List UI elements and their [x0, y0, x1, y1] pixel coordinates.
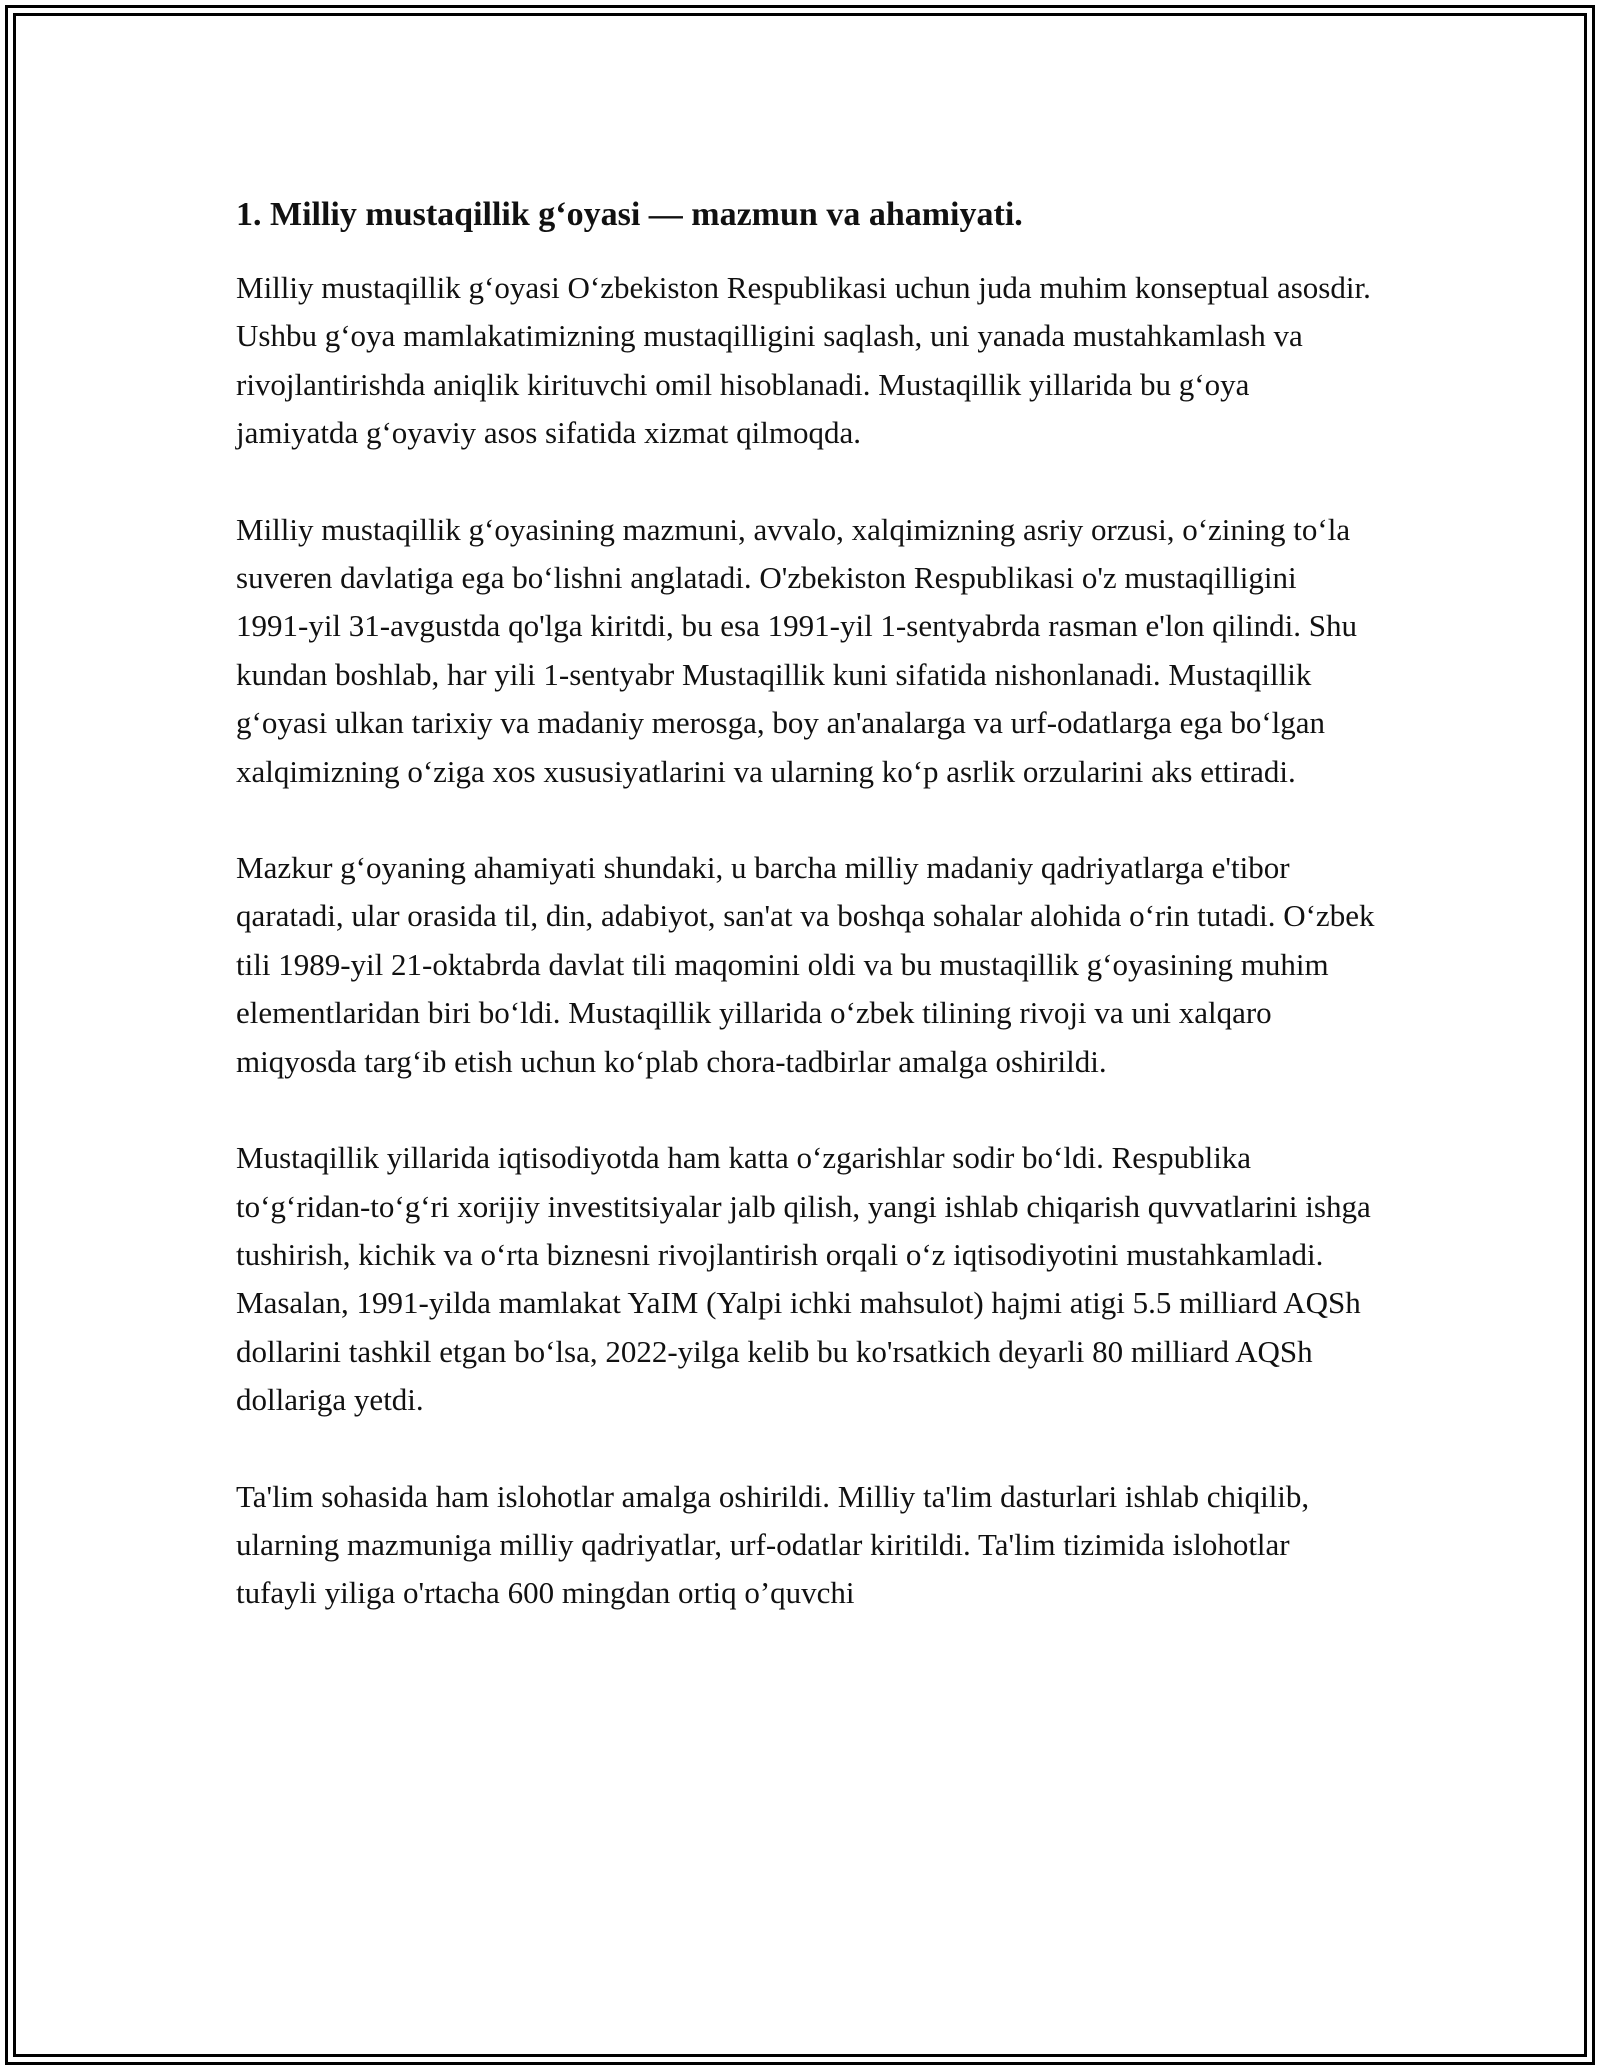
document-body [236, 188, 1376, 1618]
paragraph-5: Ta'lim sohasida ham islohotlar amalga oshirildi. Milliy ta'lim dasturlari ishlab chiqilib, ularning mazmuniga milliy qadriyatlar, urf-odatlar kiritildi. Ta'lim tizimida islohotlar tufayli yiliga o'rtacha 600 mingdan ortiq o’quvchi [236, 1478, 1310, 1611]
paragraph-1: Milliy mustaqillik g‘oyasi O‘zbekiston Respublikasi uchun juda muhim konseptual asosdir. Ushbu g‘oya mamlakatimizning mustaqilligini saqlash, uni yanada mustahkamlash va rivojlantirishda aniqlik kirituvchi omil hisoblanadi. Mustaqillik yillarida bu g‘oya jamiyatda g‘oyaviy asos sifatida xizmat qilmoqda. [236, 270, 1371, 451]
paragraph-4: Mustaqillik yillarida iqtisodiyotda ham katta o‘zgarishlar sodir bo‘ldi. Respublika to‘g‘ridan-to‘g‘ri xorijiy investitsiyalar jalb qilish, yangi ishlab chiqarish quvvatlarini ishga tushirish, kichik va o‘rta biznesni rivojlantirish orqali o‘z iqtisodiyotini mustahkamladi. Masalan, 1991-yilda mamlakat YaIM (Yalpi ichki mahsulot) hajmi atigi 5.5 milliard AQSh dollarini tashkil etgan bo‘lsa, 2022-yilga kelib bu ko'rsatkich deyarli 80 milliard AQSh dollariga yetdi. [236, 1140, 1371, 1418]
paragraph-2: Milliy mustaqillik g‘oyasining mazmuni, avvalo, xalqimizning asriy orzusi, o‘zining to‘la suveren davlatiga ega bo‘lishni anglatadi. O'zbekiston Respublikasi o'z mustaqilligini 1991-yil 31-avgustda qo'lga kiritdi, bu esa 1991-yil 1-sentyabrda rasman e'lon qilindi. Shu kundan boshlab, har yili 1-sentyabr Mustaqillik kuni sifatida nishonlanadi. Mustaqillik g‘oyasi ulkan tarixiy va madaniy merosga, boy an'analarga va urf-odatlarga ega bo‘lgan xalqimizning o‘ziga xos xususiyatlarini va ularning ko‘p asrlik orzularini aks ettiradi. [236, 511, 1357, 789]
paragraph-3: Mazkur g‘oyaning ahamiyati shundaki, u barcha milliy madaniy qadriyatlarga e'tibor qaratadi, ular orasida til, din, adabiyot, san'at va boshqa sohalar alohida o‘rin tutadi. O‘zbek tili 1989-yil 21-oktabrda davlat tili maqomini oldi va bu mustaqillik g‘oyasining muhim elementlaridan biri bo‘ldi. Mustaqillik yillarida o‘zbek tilining rivoji va uni xalqaro miqyosda targ‘ib etish uchun ko‘plab chora-tadbirlar amalga oshirildi. [236, 850, 1375, 1079]
section-heading: 1. Milliy mustaqillik g‘oyasi — mazmun va ahamiyati. [236, 196, 1023, 233]
